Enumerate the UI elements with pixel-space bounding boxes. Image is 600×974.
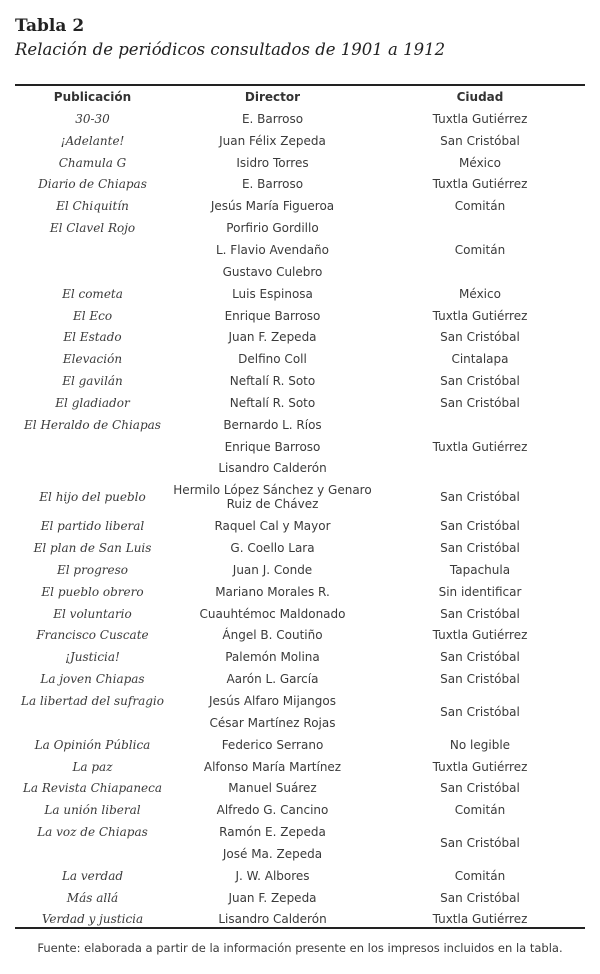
cell-director: Bernardo L. Ríos — [223, 417, 322, 432]
cell-director: Gustavo Culebro — [222, 264, 323, 279]
cell-city: No legible — [449, 737, 511, 752]
cell-director: Raquel Cal y Mayor — [214, 519, 331, 534]
cell-director: Manuel Suárez — [228, 781, 317, 796]
cell-director: Hermilo López Sánchez y Genaro Ruiz de Chávez — [173, 483, 372, 512]
cell-publication: Francisco Cuscate — [36, 628, 149, 643]
cell-city: Comitán — [454, 199, 506, 214]
cell-publication: Chamula G — [58, 155, 127, 170]
cell-city: San Cristóbal — [440, 519, 520, 534]
cell-city: Tuxtla Gutiérrez — [432, 177, 528, 192]
cell-publication: La Opinión Pública — [34, 737, 151, 752]
table-row — [15, 887, 585, 909]
cell-publication: El partido liberal — [40, 519, 145, 534]
table-row — [15, 799, 585, 821]
cell-city: Sin identificar — [438, 584, 522, 599]
cell-city: San Cristóbal — [440, 890, 520, 905]
table-caption: Relación de periódicos consultados de 1901 a 1912 — [15, 40, 446, 59]
header-city: Ciudad — [456, 90, 504, 104]
cell-city: Tuxtla Gutiérrez — [432, 912, 528, 927]
cell-director: Luis Espinosa — [232, 286, 313, 301]
cell-publication: La unión liberal — [44, 803, 141, 818]
newspapers-table — [15, 86, 585, 930]
cell-director: J. W. Albores — [235, 868, 310, 883]
cell-director: Ramón E. Zepeda — [219, 825, 326, 840]
cell-publication: Elevación — [62, 352, 123, 367]
cell-publication: La verdad — [61, 868, 124, 883]
cell-publication: El Chiquitín — [56, 199, 129, 214]
table-row — [15, 690, 585, 712]
cell-director: Aarón L. García — [226, 672, 319, 687]
cell-publication: ¡Adelante! — [60, 133, 125, 148]
table-row — [15, 821, 585, 843]
cell-publication: La joven Chiapas — [40, 672, 145, 687]
cell-publication: El gavilán — [62, 374, 123, 389]
cell-director: Alfonso María Martínez — [203, 759, 342, 774]
cell-city: San Cristóbal — [440, 133, 520, 148]
cell-city: Tapachula — [449, 562, 511, 577]
table-row — [15, 668, 585, 690]
cell-city: Tuxtla Gutiérrez — [432, 439, 528, 454]
cell-director: Federico Serrano — [221, 737, 324, 752]
cell-city — [375, 217, 585, 239]
cell-director: Juan F. Zepeda — [228, 330, 317, 345]
cell-publication: La Revista Chiapaneca — [22, 781, 163, 796]
cell-publication: 30-30 — [75, 111, 110, 126]
cell-city: San Cristóbal — [440, 672, 520, 687]
cell-publication: El Eco — [72, 308, 113, 323]
cell-director: Alfredo G. Cancino — [216, 803, 329, 818]
table-row — [15, 326, 585, 348]
cell-director: Delfino Coll — [238, 352, 307, 367]
cell-city — [375, 261, 585, 283]
header-publication: Publicación — [53, 90, 132, 104]
cell-director: Juan Félix Zepeda — [219, 133, 326, 148]
table-row — [15, 348, 585, 370]
table-row — [15, 479, 585, 515]
cell-city: San Cristóbal — [440, 836, 520, 850]
cell-publication: El hijo del pueblo — [39, 490, 146, 505]
table-row — [15, 515, 585, 537]
table-number: Tabla 2 — [15, 16, 85, 36]
cell-director: Palemón Molina — [225, 650, 320, 665]
cell-publication: Diario de Chiapas — [38, 177, 147, 192]
cell-city: Comitán — [454, 803, 506, 818]
cell-city: San Cristóbal — [440, 395, 520, 410]
cell-publication: La voz de Chiapas — [37, 825, 148, 840]
cell-city — [375, 458, 585, 480]
table-row — [15, 603, 585, 625]
cell-city: San Cristóbal — [440, 650, 520, 665]
table-row — [15, 152, 585, 174]
table-row — [15, 392, 585, 414]
cell-director: Jesús María Figueroa — [210, 199, 335, 214]
cell-publication: El Clavel Rojo — [49, 221, 136, 236]
cell-director: Enrique Barroso — [224, 439, 321, 454]
cell-director: G. Coello Lara — [230, 541, 315, 556]
cell-city: San Cristóbal — [440, 781, 520, 796]
cell-director: E. Barroso — [241, 177, 304, 192]
cell-publication: El pueblo obrero — [41, 584, 144, 599]
cell-publication: ¡Justicia! — [65, 650, 120, 665]
table-row — [15, 283, 585, 305]
cell-director: Neftalí R. Soto — [229, 374, 316, 389]
cell-city: San Cristóbal — [440, 374, 520, 389]
cell-city: San Cristóbal — [440, 490, 520, 505]
table-row — [15, 414, 585, 436]
table-row — [15, 305, 585, 327]
cell-city: San Cristóbal — [440, 704, 520, 719]
cell-city: Cintalapa — [451, 352, 509, 367]
cell-publication: El progreso — [57, 562, 128, 577]
cell-director: Cuauhtémoc Maldonado — [199, 606, 346, 621]
cell-city — [375, 414, 585, 436]
cell-city: Tuxtla Gutiérrez — [432, 628, 528, 643]
cell-publication: El Heraldo de Chiapas — [24, 417, 161, 432]
table-row — [15, 559, 585, 581]
table-row — [15, 108, 585, 130]
cell-director: José Ma. Zepeda — [222, 846, 323, 861]
cell-director: L. Flavio Avendaño — [215, 242, 329, 257]
header-director: Director — [244, 90, 301, 104]
cell-director: Lisandro Calderón — [218, 912, 327, 927]
cell-publication: Más allá — [66, 890, 119, 905]
cell-director: Juan J. Conde — [232, 562, 313, 577]
table-row — [15, 646, 585, 668]
cell-director: Porfirio Gordillo — [226, 221, 319, 236]
cell-director: Isidro Torres — [236, 155, 309, 170]
cell-city: Tuxtla Gutiérrez — [432, 308, 528, 323]
cell-publication: La libertad del sufragio — [20, 694, 164, 709]
cell-city: Tuxtla Gutiérrez — [432, 111, 528, 126]
cell-publication: La paz — [72, 759, 113, 774]
cell-city: San Cristóbal — [440, 330, 520, 345]
cell-city: México — [459, 155, 501, 170]
cell-director: César Martínez Rojas — [209, 715, 336, 730]
cell-city: Tuxtla Gutiérrez — [432, 759, 528, 774]
bottom-rule — [15, 927, 585, 929]
header-row — [15, 86, 585, 108]
table-row — [15, 777, 585, 799]
cell-city: México — [459, 286, 501, 301]
table-row — [15, 625, 585, 647]
cell-director: Ángel B. Coutiño — [222, 628, 323, 643]
cell-director: Jesús Alfaro Mijangos — [209, 694, 336, 709]
cell-publication: El gladiador — [55, 395, 130, 410]
table-row — [15, 195, 585, 217]
table-row — [15, 217, 585, 239]
table-row — [15, 734, 585, 756]
table-row — [15, 174, 585, 196]
cell-director: Lisandro Calderón — [218, 461, 327, 476]
table-body — [15, 108, 585, 930]
cell-director: Juan F. Zepeda — [228, 890, 317, 905]
source-note: Fuente: elaborada a partir de la información presente en los impresos incluidos en la tabla. — [37, 941, 563, 955]
cell-city: San Cristóbal — [440, 541, 520, 556]
table-row — [15, 370, 585, 392]
cell-publication: El cometa — [62, 286, 123, 301]
cell-publication: El voluntario — [53, 606, 132, 621]
table-row — [15, 130, 585, 152]
cell-city: San Cristóbal — [440, 606, 520, 621]
table-row — [15, 537, 585, 559]
cell-director: Enrique Barroso — [224, 308, 321, 323]
cell-city: Comitán — [454, 242, 506, 257]
cell-publication: Verdad y justicia — [41, 912, 144, 927]
table-row — [15, 581, 585, 603]
cell-publication: El Estado — [63, 330, 122, 345]
table-row — [15, 865, 585, 887]
cell-director: Neftalí R. Soto — [229, 395, 316, 410]
cell-director: E. Barroso — [241, 111, 304, 126]
cell-publication: El plan de San Luis — [33, 541, 152, 556]
cell-city: Comitán — [454, 868, 506, 883]
cell-director: Mariano Morales R. — [215, 584, 330, 599]
table-row — [15, 756, 585, 778]
